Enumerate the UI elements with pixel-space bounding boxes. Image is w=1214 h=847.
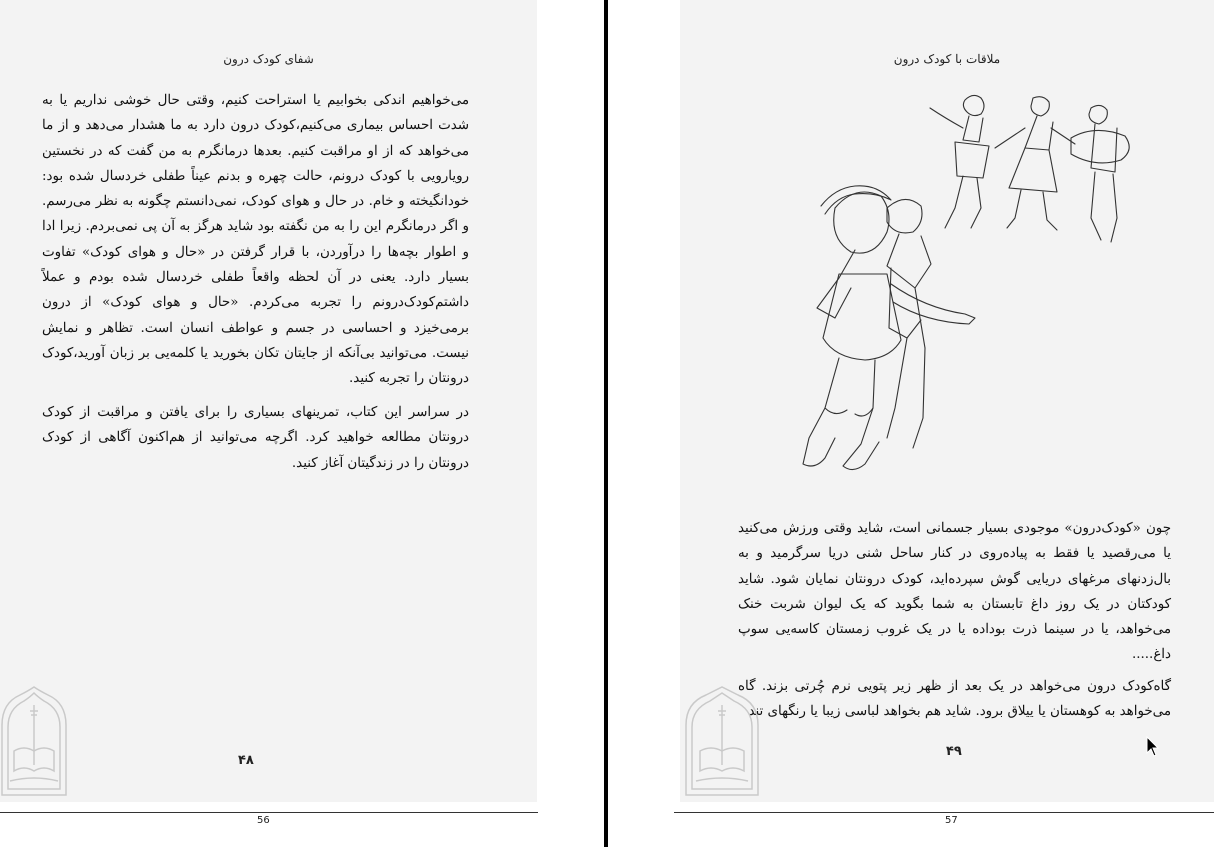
paragraph: گاه‌کودک درون می‌خواهد در یک بعد از ظهر زیر پتویی نرم چُرتی بزند. گاه می‌خواهد به کوهستان یا ییلاق برود. شاید هم بخواهد لباسی زیبا یا رنگهای تند: [738, 679, 1171, 720]
paragraph: می‌خواهیم اندکی بخوابیم یا استراحت کنیم، وقتی حال خوشی نداریم یا به شدت احساس بیماری می‌کنیم،کودک درون دارد به ما هشدار می‌دهد و از ما می‌خواهد که از او مراقبت کنیم. بعدها درمانگرم به من گفت که در نخستین رویارویی با کودک درونم، حالت چهره و بدنم عیناً طفلی خردسال شده بود: خودانگیخته و خام. در حال و هوای کودک، نمی‌دانستم چگونه به نظر می‌رسم. و اگر درمانگرم این را به من نگفته بود شاید هرگز به آن پی نمی‌بردم. زیرا ادا و اطوار بچه‌ها را درآوردن، با قرار گرفتن در «حال و هوای کودک» تفاوت بسیار دارد. یعنی در آن لحظه واقعاً طفلی خردسال شده بودم و عملاً داشتم‌کودک‌درونم را تجربه می‌کردم. «حال و هوای کودک» از درون برمی‌خیزد و احساسی در جسم و عواطف انسان است. تظاهر و نمایش نیست. می‌توانید بی‌آنکه از جایتان تکان بخورید یا کلمه‌یی بر زبان آورید،کودک درونتان را تجربه کنید.: [42, 93, 469, 387]
viewer-page-number: 56: [257, 815, 270, 826]
page-divider: [604, 0, 608, 847]
page-folio: ۴۸: [238, 753, 254, 768]
paragraph: چون «کودک‌درون» موجودی بسیار جسمانی است، شاید وقتی ورزش می‌کنید یا می‌رقصید یا فقط به پیاده‌روی در کنار ساحل شنی دریا سرگرمید و به بال‌زدنهای مرغهای دریایی گوش سپرده‌اید، کودک درونتان نمایان شود. شاید کودکتان در یک روز داغ تابستان به شما بگوید که یک لیوان شربت خنک می‌خواهد، یا در سینما ذرت بوداده یا در یک غروب زمستان کاسه‌یی سوپ داغ.....: [738, 521, 1171, 663]
viewer-page-number: 57: [945, 815, 958, 826]
library-stamp-icon: [684, 685, 760, 797]
running-head: ملاقات با کودک درون: [893, 52, 1001, 66]
page-folio: ۴۹: [946, 744, 962, 759]
running-head: شفای کودک درون: [223, 52, 314, 66]
right-book-page: [680, 0, 1214, 802]
library-stamp-icon: [0, 685, 68, 797]
left-book-page: [0, 0, 537, 802]
mouse-pointer-icon: [1146, 736, 1160, 758]
paragraph: در سراسر این کتاب، تمرینهای بسیاری را برای یافتن و مراقبت از کودک درونتان مطالعه خواهید کرد. اگرچه می‌توانید از هم‌اکنون آگاهی از کودک درونتان را در زندگیتان آغاز کنید.: [42, 405, 469, 471]
page-bottom-rule: [674, 812, 1214, 813]
page-bottom-rule: [0, 812, 538, 813]
children-dancing-illustration: [795, 88, 1145, 488]
